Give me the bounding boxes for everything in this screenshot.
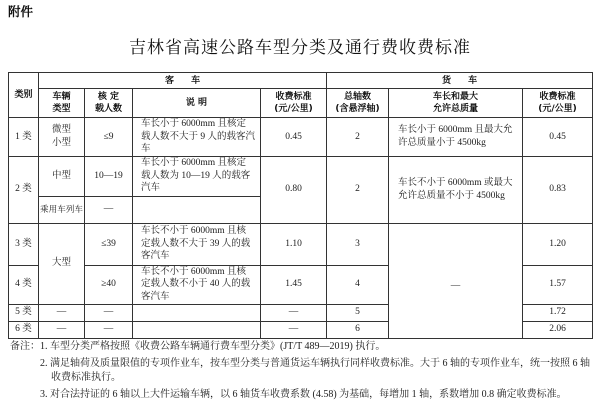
header-line: 收费标准: [539, 92, 576, 102]
length-mass-cell: [389, 118, 523, 157]
table-header-row: [9, 73, 593, 89]
header-length-mass: [389, 89, 523, 118]
header-line: 收费标准: [275, 92, 312, 102]
truck-rate-cell: 1.72: [523, 304, 593, 321]
header-category: 类别: [9, 73, 39, 118]
fee-table: [8, 72, 593, 339]
header-line: 类型: [52, 104, 71, 114]
truck-rate-cell: 2.06: [523, 321, 593, 338]
header-truck-rate: [523, 89, 593, 118]
passenger-rate-cell: 0.45: [261, 118, 327, 157]
header-passenger-rate: [261, 89, 327, 118]
description-line: 载人数为 10—19 人的载客: [141, 170, 251, 181]
length-mass-line: 车长不小于 6000mm 或最大: [398, 178, 513, 188]
table-header-row: [9, 89, 593, 118]
seats-cell: —: [85, 304, 133, 321]
seats-cell: ≤9: [85, 118, 133, 157]
truck-rate-cell: 0.83: [523, 156, 593, 223]
header-seats: [85, 89, 133, 118]
seats-cell: ≥40: [85, 265, 133, 304]
truck-rate-cell: 1.57: [523, 265, 593, 304]
header-vehicle-type: [39, 89, 85, 118]
note-item: 3. 对合法持证的 6 轴以上大件运输车辆，以 6 轴货车收费系数 (4.58) 为基础，每增加 1 轴，系数增加 0.8 确定收费标准。: [40, 389, 567, 400]
notes-label: 备注：: [10, 341, 40, 352]
length-mass-cell: —: [389, 223, 523, 338]
category-cell: 5 类: [9, 304, 39, 321]
axles-cell: 3: [327, 223, 389, 265]
table-row: [9, 118, 593, 157]
description-line: 客汽车: [141, 251, 170, 262]
axles-cell: 5: [327, 304, 389, 321]
seats-cell: 10—19: [85, 156, 133, 196]
vehicle-type-cell: [39, 118, 85, 157]
description-line: 载人数不大于 9 人的载客汽: [141, 131, 256, 142]
description-line: 定载人数不大于 39 人的载: [141, 238, 251, 249]
table-row: [9, 156, 593, 196]
attachment-label: 附件: [8, 4, 34, 19]
category-cell: 6 类: [9, 321, 39, 338]
category-cell: 3 类: [9, 223, 39, 265]
header-line: (元/公里): [274, 104, 313, 114]
passenger-rate-cell: 1.45: [261, 265, 327, 304]
description-cell: [133, 321, 261, 338]
length-mass-line: 车长小于 6000mm 且最大允: [398, 125, 513, 136]
header-line: (含悬浮轴): [335, 104, 380, 114]
passenger-rate-cell: —: [261, 304, 327, 321]
vehicle-type-cell: —: [39, 321, 85, 338]
description-cell: [133, 156, 261, 196]
description-line: 定载人数不小于 40 人的载: [141, 279, 251, 290]
length-mass-line: 允许总质量不小于 4500kg: [398, 190, 505, 201]
truck-rate-cell: 1.20: [523, 223, 593, 265]
description-line: 车长小于 6000mm 且核定: [141, 158, 247, 169]
description-line: 车长不小于 6000mm 且核: [141, 226, 247, 237]
description-cell: [133, 265, 261, 304]
description-line: 车长不小于 6000mm 且核: [141, 266, 247, 277]
table-row: [9, 223, 593, 265]
description-line: 车长小于 6000mm 且核定: [141, 119, 247, 129]
header-line: 车长和最大: [433, 92, 479, 102]
category-cell: 1 类: [9, 118, 39, 157]
header-line: 允许总质量: [433, 104, 479, 114]
description-cell: [133, 223, 261, 265]
description-cell: [133, 304, 261, 321]
truck-rate-cell: 0.45: [523, 118, 593, 157]
length-mass-line: 许总质量小于 4500kg: [398, 137, 486, 148]
note-item-continuation: 收费标准执行。: [51, 372, 121, 383]
axles-cell: 6: [327, 321, 389, 338]
passenger-rate-cell: 1.10: [261, 223, 327, 265]
seats-cell: ≤39: [85, 223, 133, 265]
description-line: 客汽车: [141, 291, 170, 302]
axles-cell: 2: [327, 156, 389, 223]
description-line: 车: [141, 144, 151, 154]
description-cell: [133, 196, 261, 223]
vehicle-type-cell: —: [39, 304, 85, 321]
header-truck-group: 货 车: [327, 73, 593, 89]
page-title: 吉林省高速公路车型分类及通行费收费标准: [129, 38, 471, 57]
header-line: 载人数: [94, 104, 122, 114]
axles-cell: 4: [327, 265, 389, 304]
seats-cell: —: [85, 321, 133, 338]
seats-cell: —: [85, 196, 133, 223]
category-cell: 2 类: [9, 156, 39, 223]
header-line: 核 定: [97, 92, 120, 102]
note-item: 2. 满足轴荷及质量限值的专项作业车，按车型分类与普通货运车辆执行同样收费标准。大于 6 轴的专项作业车，统一按照 6 轴: [40, 358, 590, 369]
passenger-rate-cell: 0.80: [261, 156, 327, 223]
header-axles: [327, 89, 389, 118]
axles-cell: 2: [327, 118, 389, 157]
vehicle-type-cell: 中型: [39, 156, 85, 196]
vehicle-type-line: 微型: [51, 125, 71, 136]
description-cell: [133, 118, 261, 157]
length-mass-cell: [389, 156, 523, 223]
header-description: 说 明: [133, 89, 261, 118]
note-item: 1. 车型分类严格按照《收费公路车辆通行费车型分类》(JT/T 489—2019) 执行。: [40, 341, 386, 352]
category-cell: 4 类: [9, 265, 39, 304]
header-passenger-group: 客 车: [39, 73, 327, 89]
vehicle-type-cell: 大型: [39, 223, 85, 304]
vehicle-type-line: 小型: [51, 137, 71, 148]
header-line: 车辆: [52, 92, 71, 102]
vehicle-type-cell: 乘用车列车: [39, 196, 85, 223]
passenger-rate-cell: —: [261, 321, 327, 338]
header-line: (元/公里): [538, 104, 577, 114]
header-line: 总轴数: [344, 92, 372, 102]
description-line: 汽车: [141, 183, 161, 194]
